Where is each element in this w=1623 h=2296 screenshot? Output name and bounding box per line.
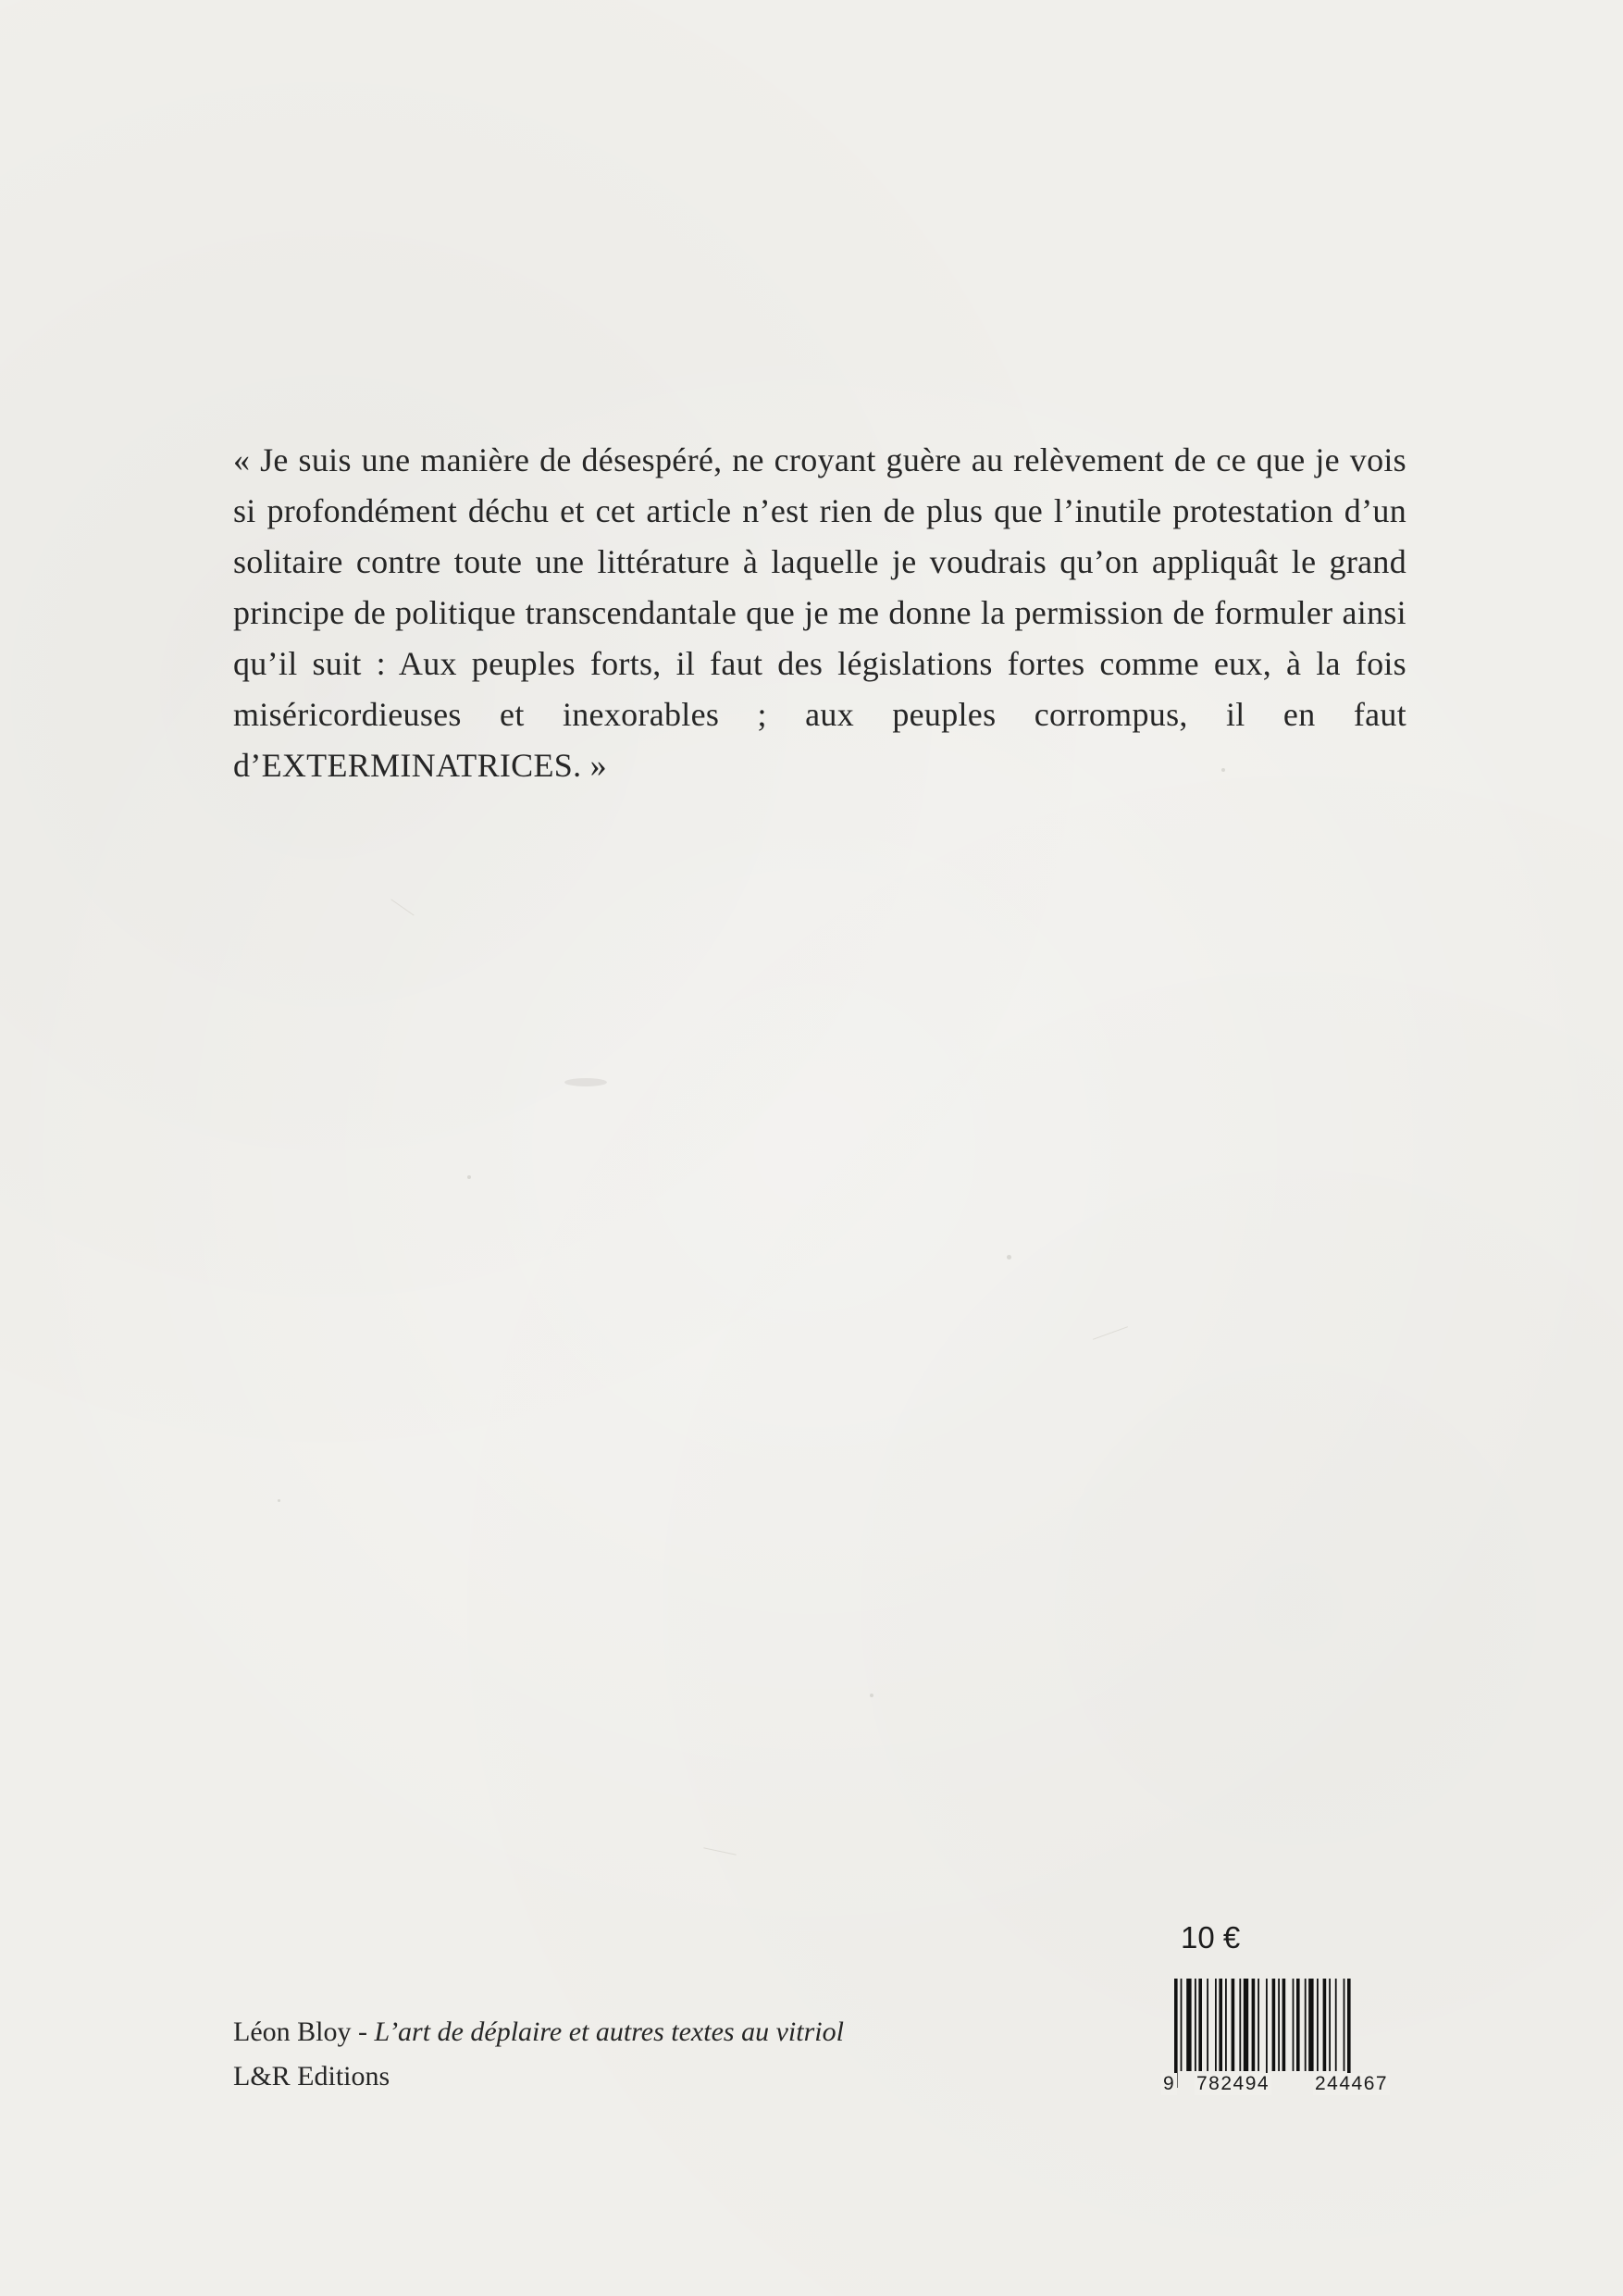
barcode-bar — [1347, 1979, 1351, 2088]
paper-fiber — [390, 899, 414, 915]
barcode-bar — [1215, 1979, 1217, 2071]
barcode-bar — [1198, 1979, 1202, 2071]
barcode-bar — [1335, 1979, 1337, 2071]
barcode-bar — [1174, 1979, 1178, 2088]
author-title-line — [233, 2010, 844, 2054]
publisher-name: L&R Editions — [233, 2061, 390, 2091]
book-title: L’art de déplaire et autres textes au vitriol — [374, 2017, 844, 2047]
isbn-barcode — [1161, 1979, 1420, 2088]
barcode-bar — [1282, 1979, 1286, 2071]
barcode-bar — [1266, 1979, 1268, 2088]
credit-separator: - — [351, 2017, 375, 2047]
paper-speck — [467, 1175, 471, 1179]
barcode-bar — [1219, 1979, 1222, 2071]
barcode-digit-first: 9 — [1163, 2073, 1176, 2094]
barcode-bar — [1225, 1979, 1227, 2071]
barcode-bar — [1244, 1979, 1248, 2071]
barcode-digits-right: 244467 — [1315, 2073, 1389, 2094]
paper-speck — [870, 1694, 873, 1697]
paper-fiber — [703, 1847, 736, 1855]
barcode-bar — [1239, 1979, 1241, 2071]
barcode-bar — [1258, 1979, 1259, 2071]
barcode-bar — [1272, 1979, 1276, 2071]
paper-speck — [278, 1499, 280, 1502]
barcode-bar — [1305, 1979, 1307, 2071]
price-label: 10 € — [1181, 1920, 1241, 1955]
book-credit — [233, 2010, 844, 2099]
barcode-bar — [1344, 1979, 1345, 2071]
paper-fiber — [1093, 1326, 1128, 1340]
barcode-bar — [1296, 1979, 1300, 2071]
barcode-bar — [1181, 1979, 1183, 2071]
barcode-bar — [1207, 1979, 1208, 2071]
barcode-bar — [1252, 1979, 1256, 2071]
barcode-bar — [1195, 1979, 1196, 2071]
barcode-bar — [1323, 1979, 1327, 2071]
barcode-bar — [1329, 1979, 1331, 2071]
barcode-bar — [1186, 1979, 1191, 2071]
paper-speck — [1007, 1255, 1011, 1260]
barcode-bar — [1278, 1979, 1280, 2071]
barcode-bar — [1293, 1979, 1295, 2071]
author-name: Léon Bloy — [233, 2017, 352, 2047]
barcode-bar — [1232, 1979, 1235, 2071]
paper-speck — [564, 1078, 607, 1086]
barcode-digits-left: 782494 — [1196, 2073, 1270, 2094]
barcode-bar — [1308, 1979, 1313, 2071]
back-cover-quote: « Je suis une manière de désespéré, ne croyant guère au relèvement de ce que je vois si profondément déchu et cet article n’est rien de plus que l’inutile protestation d’un solitaire contre toute une littérature à laquelle je voudrais qu’on appliquât le grand principe de politique transcendantale que je me donne la permission de formuler ainsi qu’il suit : Aux peuples forts, il faut des législations fortes comme eux, à la fois miséricordieuses et inexorables ; aux peuples corrompus, il en faut d’EXTERMINATRICES. » — [233, 441, 1406, 784]
barcode-bar — [1317, 1979, 1319, 2071]
